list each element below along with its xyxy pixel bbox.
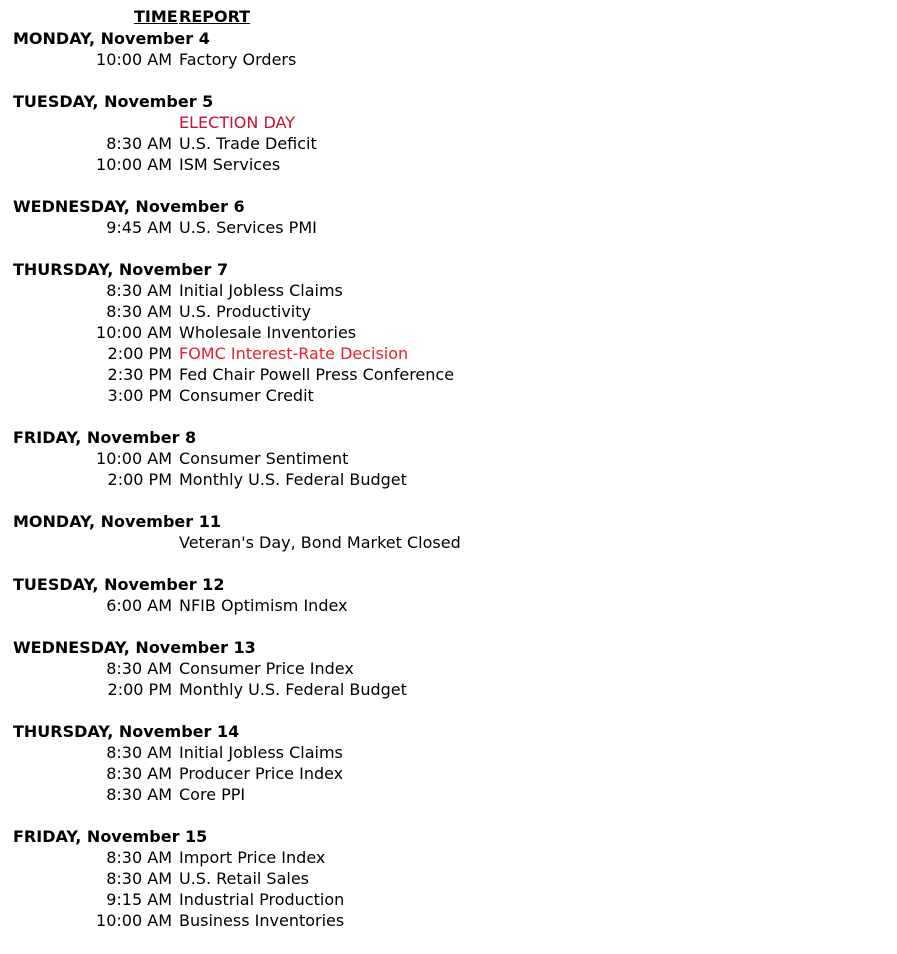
event-row bbox=[0, 679, 897, 700]
event-time: 8:30 AM bbox=[106, 659, 172, 678]
day-heading-row bbox=[0, 196, 897, 217]
event-row bbox=[0, 469, 897, 490]
event-time: 9:15 AM bbox=[106, 890, 172, 909]
day-heading-row bbox=[0, 511, 897, 532]
event-row bbox=[0, 322, 897, 343]
event-report: U.S. Services PMI bbox=[179, 218, 317, 237]
event-row bbox=[0, 784, 897, 805]
day-heading: TUESDAY, November 12 bbox=[13, 575, 225, 594]
day-heading: THURSDAY, November 14 bbox=[13, 722, 240, 741]
event-row bbox=[0, 847, 897, 868]
event-row bbox=[0, 889, 897, 910]
day-heading-row bbox=[0, 721, 897, 742]
event-report: U.S. Retail Sales bbox=[179, 869, 310, 888]
day-heading-row bbox=[0, 259, 897, 280]
day-heading-row bbox=[0, 28, 897, 49]
event-row bbox=[0, 763, 897, 784]
event-row bbox=[0, 49, 897, 70]
event-report: Monthly U.S. Federal Budget bbox=[179, 680, 407, 699]
day-heading: MONDAY, November 4 bbox=[13, 29, 210, 48]
event-report: Business Inventories bbox=[179, 911, 345, 930]
event-report: ISM Services bbox=[179, 155, 281, 174]
event-time: 8:30 AM bbox=[106, 785, 172, 804]
event-time: 8:30 AM bbox=[106, 848, 172, 867]
event-time: 2:00 PM bbox=[107, 344, 172, 363]
event-time: 8:30 AM bbox=[106, 134, 172, 153]
day-separator bbox=[0, 553, 897, 574]
event-time: 8:30 AM bbox=[106, 281, 172, 300]
day-heading: MONDAY, November 11 bbox=[13, 512, 221, 531]
event-report: Consumer Price Index bbox=[179, 659, 354, 678]
event-row bbox=[0, 910, 897, 931]
day-heading: FRIDAY, November 8 bbox=[13, 428, 197, 447]
event-report: Import Price Index bbox=[179, 848, 326, 867]
event-time: 10:00 AM bbox=[96, 911, 172, 930]
event-time: 8:30 AM bbox=[106, 869, 172, 888]
event-report: Producer Price Index bbox=[179, 764, 344, 783]
event-report: Initial Jobless Claims bbox=[179, 281, 343, 300]
event-row bbox=[0, 385, 897, 406]
event-row bbox=[0, 595, 897, 616]
event-time: 10:00 AM bbox=[96, 155, 172, 174]
event-time: 8:30 AM bbox=[106, 743, 172, 762]
event-row bbox=[0, 343, 897, 364]
event-time: 6:00 AM bbox=[106, 596, 172, 615]
event-time: 9:45 AM bbox=[106, 218, 172, 237]
day-heading-row bbox=[0, 427, 897, 448]
day-heading: WEDNESDAY, November 13 bbox=[13, 638, 256, 657]
day-separator bbox=[0, 490, 897, 511]
event-row bbox=[0, 742, 897, 763]
day-separator bbox=[0, 406, 897, 427]
day-separator bbox=[0, 238, 897, 259]
day-heading: FRIDAY, November 15 bbox=[13, 827, 208, 846]
column-header-row bbox=[0, 6, 897, 28]
day-heading-row bbox=[0, 91, 897, 112]
event-time: 3:00 PM bbox=[107, 386, 172, 405]
event-report: U.S. Trade Deficit bbox=[179, 134, 317, 153]
event-report: Core PPI bbox=[179, 785, 246, 804]
event-report: Monthly U.S. Federal Budget bbox=[179, 470, 407, 489]
event-time: 2:30 PM bbox=[107, 365, 172, 384]
event-time: 8:30 AM bbox=[106, 764, 172, 783]
day-separator bbox=[0, 175, 897, 196]
event-time: 2:00 PM bbox=[107, 470, 172, 489]
event-report: U.S. Productivity bbox=[179, 302, 311, 321]
day-heading: WEDNESDAY, November 6 bbox=[13, 197, 245, 216]
event-time: 8:30 AM bbox=[106, 302, 172, 321]
event-report: Consumer Credit bbox=[179, 386, 314, 405]
time-column-header: TIME bbox=[134, 7, 178, 26]
event-report: FOMC Interest-Rate Decision bbox=[179, 344, 409, 363]
day-separator bbox=[0, 805, 897, 826]
day-heading-row bbox=[0, 574, 897, 595]
event-report: Initial Jobless Claims bbox=[179, 743, 343, 762]
event-time: 2:00 PM bbox=[107, 680, 172, 699]
event-report: Wholesale Inventories bbox=[179, 323, 357, 342]
event-row bbox=[0, 112, 897, 133]
event-row bbox=[0, 364, 897, 385]
event-row bbox=[0, 658, 897, 679]
event-time: 10:00 AM bbox=[96, 323, 172, 342]
event-report: Fed Chair Powell Press Conference bbox=[179, 365, 455, 384]
event-report: Factory Orders bbox=[179, 50, 297, 69]
event-report: Industrial Production bbox=[179, 890, 345, 909]
day-heading: TUESDAY, November 5 bbox=[13, 92, 214, 111]
day-heading: THURSDAY, November 7 bbox=[13, 260, 229, 279]
event-row bbox=[0, 532, 897, 553]
event-time: 10:00 AM bbox=[96, 50, 172, 69]
event-report: Consumer Sentiment bbox=[179, 449, 349, 468]
day-separator bbox=[0, 616, 897, 637]
event-report: ELECTION DAY bbox=[179, 113, 295, 132]
event-row bbox=[0, 280, 897, 301]
event-row bbox=[0, 154, 897, 175]
schedule-list bbox=[0, 28, 897, 931]
event-time: 10:00 AM bbox=[96, 449, 172, 468]
event-row bbox=[0, 217, 897, 238]
event-row bbox=[0, 448, 897, 469]
day-heading-row bbox=[0, 826, 897, 847]
event-row bbox=[0, 133, 897, 154]
event-report: NFIB Optimism Index bbox=[179, 596, 348, 615]
report-column-header: REPORT bbox=[179, 7, 251, 26]
day-separator bbox=[0, 70, 897, 91]
day-heading-row bbox=[0, 637, 897, 658]
event-row bbox=[0, 868, 897, 889]
event-report: Veteran's Day, Bond Market Closed bbox=[179, 533, 461, 552]
event-row bbox=[0, 301, 897, 322]
economic-calendar bbox=[0, 6, 897, 931]
day-separator bbox=[0, 700, 897, 721]
